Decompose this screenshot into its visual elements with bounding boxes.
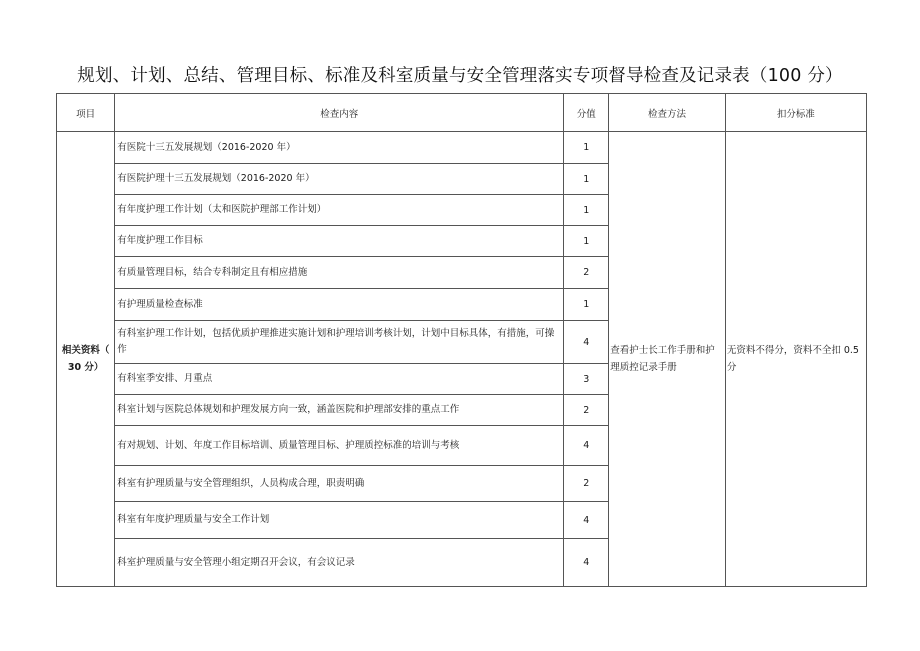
row-score: 1 xyxy=(564,195,609,226)
row-content: 科室有护理质量与安全管理组织，人员构成合理，职责明确 xyxy=(115,466,564,502)
inspection-table xyxy=(56,93,867,587)
row-content: 有医院护理十三五发展规划（2016-2020 年） xyxy=(115,164,564,195)
row-content: 科室护理质量与安全管理小组定期召开会议，有会议记录 xyxy=(115,539,564,587)
row-content: 科室计划与医院总体规划和护理发展方向一致，涵盖医院和护理部安排的重点工作 xyxy=(115,395,564,426)
row-score: 4 xyxy=(564,502,609,539)
row-score: 1 xyxy=(564,289,609,321)
row-score: 2 xyxy=(564,466,609,502)
group-label: 相关资料（ 30 分） xyxy=(57,132,115,587)
row-content: 有科室季安排、月重点 xyxy=(115,364,564,395)
header-score: 分值 xyxy=(564,94,609,132)
row-score: 4 xyxy=(564,426,609,466)
row-content: 有护理质量检查标准 xyxy=(115,289,564,321)
row-content: 有科室护理工作计划，包括优质护理推进实施计划和护理培训考核计划，计划中目标具体，有措施，可操作 xyxy=(115,321,564,364)
row-score: 2 xyxy=(564,257,609,289)
row-score: 1 xyxy=(564,164,609,195)
row-content: 科室有年度护理质量与安全工作计划 xyxy=(115,502,564,539)
header-item: 项目 xyxy=(57,94,115,132)
row-content: 有年度护理工作目标 xyxy=(115,226,564,257)
row-score: 2 xyxy=(564,395,609,426)
row-score: 1 xyxy=(564,226,609,257)
row-score: 3 xyxy=(564,364,609,395)
row-content: 有质量管理目标，结合专科制定且有相应措施 xyxy=(115,257,564,289)
group-method: 查看护士长工作手册和护理质控记录手册 xyxy=(609,132,726,587)
row-score: 4 xyxy=(564,321,609,364)
header-standard: 扣分标准 xyxy=(725,94,866,132)
row-content: 有医院十三五发展规划（2016-2020 年） xyxy=(115,132,564,164)
row-content: 有对规划、计划、年度工作目标培训、质量管理目标、护理质控标准的培训与考核 xyxy=(115,426,564,466)
row-score: 4 xyxy=(564,539,609,587)
header-row xyxy=(57,94,867,132)
page-title: 规划、计划、总结、管理目标、标准及科室质量与安全管理落实专项督导检查及记录表（100 分） xyxy=(77,66,843,86)
table-row xyxy=(57,132,867,164)
header-content: 检查内容 xyxy=(115,94,564,132)
group-standard: 无资料不得分，资料不全扣 0.5 分 xyxy=(725,132,866,587)
row-score: 1 xyxy=(564,132,609,164)
row-content: 有年度护理工作计划（太和医院护理部工作计划） xyxy=(115,195,564,226)
header-method: 检查方法 xyxy=(609,94,726,132)
